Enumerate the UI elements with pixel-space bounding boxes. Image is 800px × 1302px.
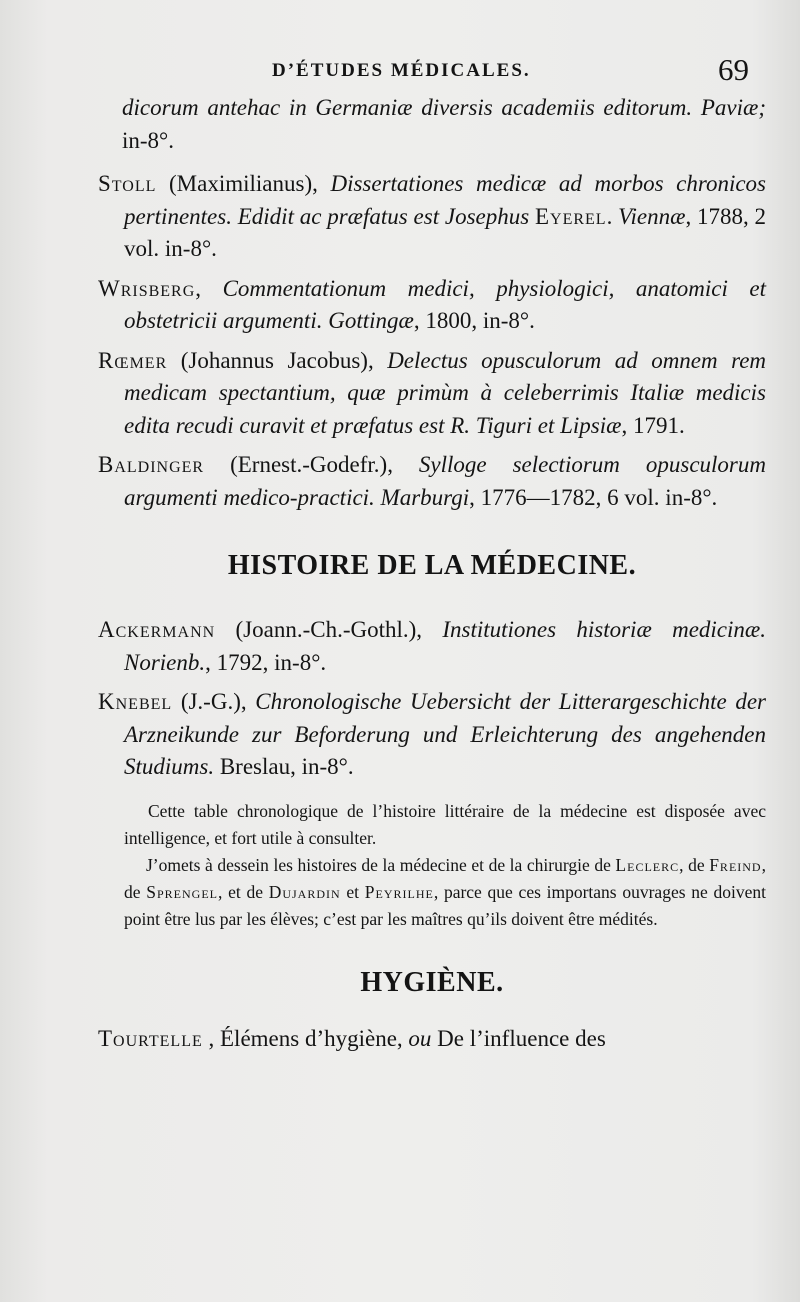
page-number: 69 (718, 52, 749, 87)
author-name: Rœmer (98, 347, 168, 373)
imprint: , 1792, in-8°. (205, 649, 327, 675)
author-name: Peyrilhe (364, 881, 434, 902)
page-body (98, 92, 766, 1062)
page-header (0, 52, 800, 92)
imprint: , 1776—1782, 6 vol. in-8°. (469, 484, 718, 510)
author-name: Leclerc (615, 854, 680, 875)
imprint: Breslau, in-8°. (214, 754, 354, 779)
author-name: Ackermann (98, 617, 216, 642)
author-name: Sprengel (146, 881, 218, 902)
author-name: Dujardin (268, 881, 341, 902)
running-title: D’ÉTUDES MÉDICALES. (272, 60, 531, 81)
work-title: Delectus opusculorum ad omnem rem medicam spectantium, quæ primùm à celeberrimis Italiæ medicis edita recudi curavit et præfatus est R. Tiguri et Lipsiæ (124, 347, 767, 438)
imprint: , 1788, 2 vol. in-8°. (124, 203, 767, 261)
work-title: Sylloge selectiorum opusculorum argumenti medico-practici. Marburgi (124, 452, 766, 510)
imprint: , 1800, in-8°. (413, 308, 535, 333)
work-title: Chronologische Uebersicht der Litterargeschichte der Arzneikunde zur Beforderung und Erleichterung des angehenden Studiums. (124, 689, 767, 779)
work-title: Commentationum medici, physiologici, anatomici et obstetricii argumenti. Gottingæ (124, 275, 767, 333)
bib-entry-knebel: Knebel (J.-G.), Chronologische Uebersicht der Litterargeschichte der Arzneikunde zur Beforderung und Erleichterung des angehenden Studiums. Breslau, in-8°. (98, 689, 767, 779)
author-name: Baldinger (98, 452, 205, 477)
bib-entry-stoll: Stoll (Maximilianus), Dissertationes medicæ ad morbos chronicos pertinentes. Edidit ac præfatus est Josephus Eyerel. Viennæ, 1788, 2 vol. in-8°. (98, 171, 767, 261)
bib-entry-baldinger: Baldinger (Ernest.-Godefr.), Sylloge selectiorum opusculorum argumenti medico-practici. Marburgi, 1776—1782, 6 vol. in-8°. (98, 452, 766, 510)
continuation-text: dicorum antehac in Germaniæ diversis academiis editorum. Paviæ; in-8°. (122, 95, 766, 153)
bib-entry-tourtelle: Tourtelle , Élémens d’hygiène, ou De l’influence des (98, 1025, 606, 1051)
work-title: Dissertationes medicæ ad morbos chronicos pertinentes. Edidit ac præfatus est Josephus (124, 171, 766, 229)
author-name: Tourtelle (98, 1025, 203, 1051)
author-name: Stoll (98, 171, 157, 196)
work-title: Institutiones historiæ medicinæ. Norienb. (124, 617, 766, 675)
imprint: , 1791. (621, 412, 685, 438)
author-name: Knebel (98, 689, 173, 714)
note-paragraph-1: Cette table chronologique de l’histoire littéraire de la médecine est disposée avec intelligence, et fort utile à consulter. (124, 800, 766, 848)
editor-name: Eyerel (534, 203, 607, 229)
bib-entry-wrisberg: Wrisberg, Commentationum medici, physiologici, anatomici et obstetricii argumenti. Gottingæ, 1800, in-8°. (98, 275, 767, 333)
note-paragraph-2: J’omets à dessein les histoires de la médecine et de la chirurgie de Leclerc, de Freind, de Sprengel, et de Dujardin et Peyrilhe, parce que ces importans ouvrages ne doivent point être lus par les élèves; c’est par les maîtres qu’ils doivent être médités. (124, 854, 766, 929)
author-name: Wrisberg (98, 275, 196, 301)
editorial-note (98, 798, 766, 933)
place-name: Viennæ (618, 203, 686, 229)
section-heading-hygiene: HYGIÈNE. (360, 966, 504, 998)
bib-entry-roemer: Rœmer (Johannus Jacobus), Delectus opusculorum ad omnem rem medicam spectantium, quæ primùm à celeberrimis Italiæ medicis edita recudi curavit et præfatus est R. Tiguri et Lipsiæ, 1791. (98, 347, 767, 438)
section-heading-histoire: HISTOIRE DE LA MÉDECINE. (227, 550, 637, 581)
bib-entry-ackermann: Ackermann (Joann.-Ch.-Gothl.), Institutiones historiæ medicinæ. Norienb., 1792, in-8°. (98, 617, 766, 675)
author-name: Freind (709, 854, 762, 875)
